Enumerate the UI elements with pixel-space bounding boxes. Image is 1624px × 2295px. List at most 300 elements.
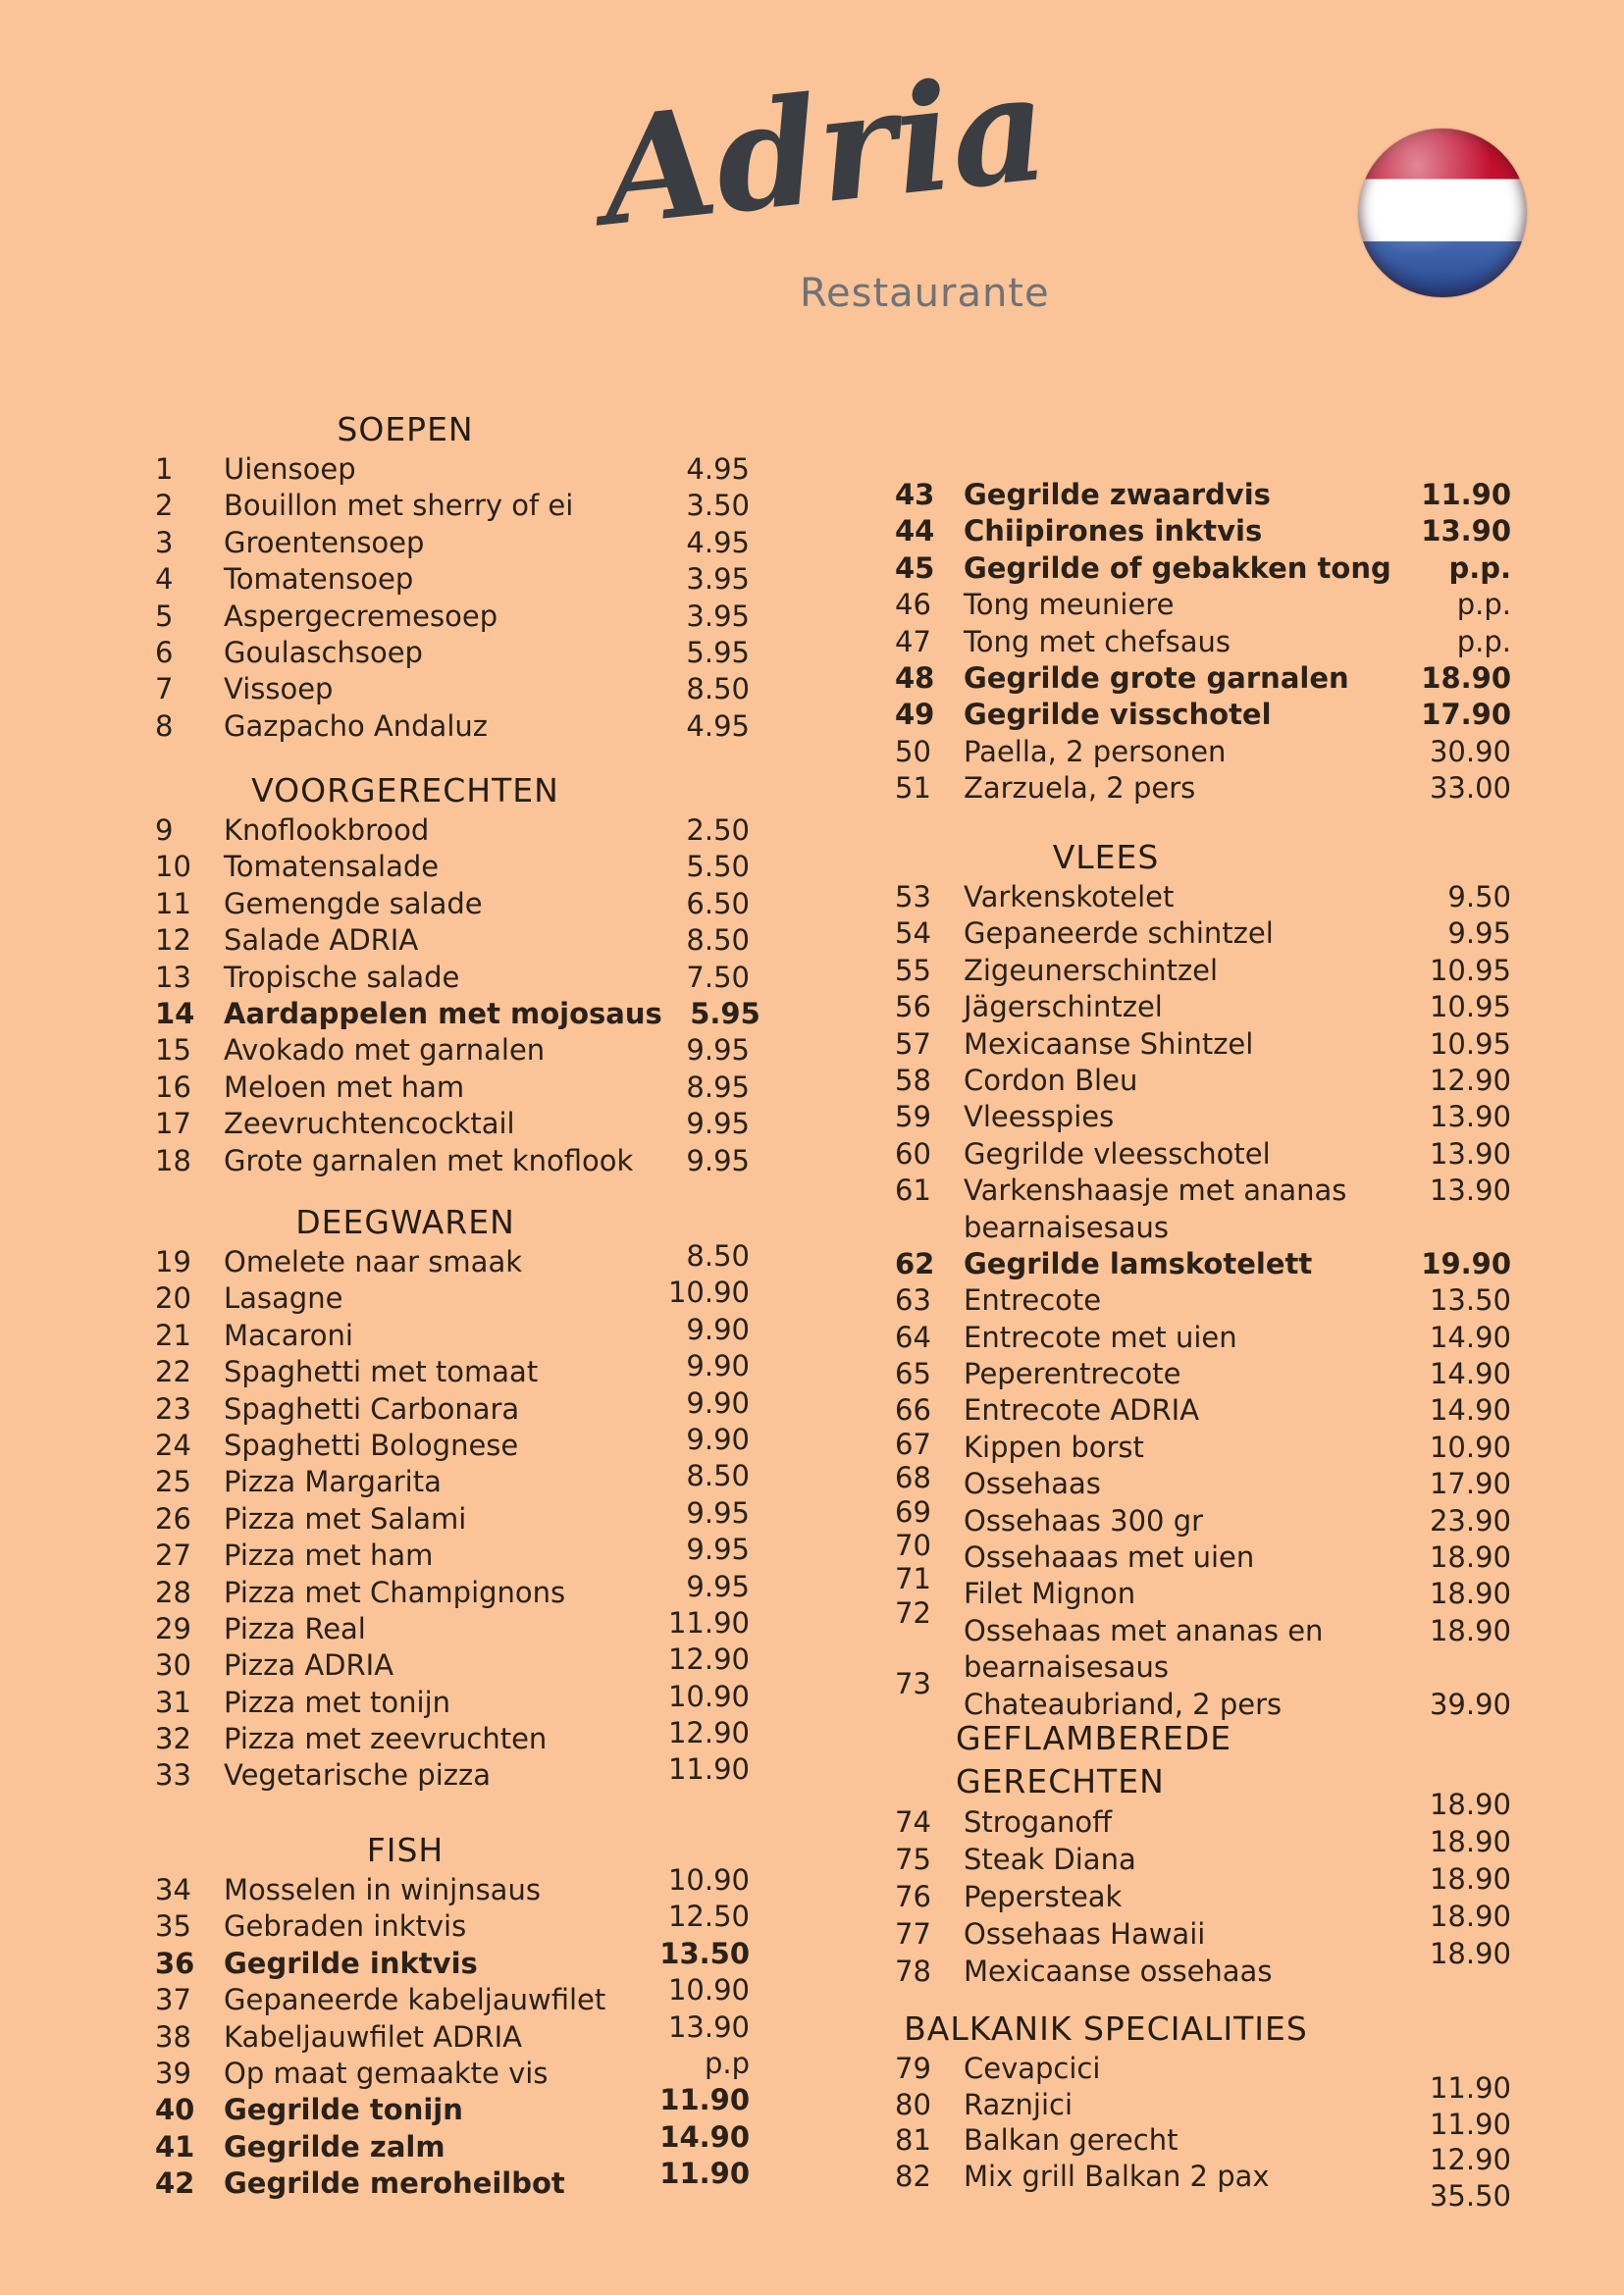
menu-item-row: [895, 1494, 1511, 1539]
menu-item-row: [155, 671, 750, 707]
item-name-line: Stroganoff: [964, 1805, 1113, 1839]
item-price: 18.90: [1429, 1577, 1511, 1611]
item-price: 18.90: [1421, 660, 1511, 695]
menu-item-row: [895, 1461, 1511, 1502]
item-price: 23.90: [1429, 1503, 1511, 1538]
item-name-line: Grote garnalen met knoflook: [224, 1143, 634, 1177]
item-number: 64: [895, 1320, 931, 1354]
menu-item-row: [155, 1069, 750, 1106]
menu-item-row: [895, 1529, 1511, 1576]
item-number: 50: [895, 734, 931, 768]
section-balkanik-specialities: [895, 2008, 1511, 2213]
item-name: [964, 1841, 1413, 1878]
item-price: 10.95: [1429, 990, 1511, 1024]
item-name: [964, 1026, 1413, 1063]
item-price: 13.50: [1429, 1283, 1511, 1318]
section-title: DEEGWAREN: [295, 1203, 515, 1241]
section-rows: [155, 451, 750, 745]
item-number: 25: [155, 1465, 191, 1499]
item-price: 10.90: [667, 1679, 750, 1713]
section-title: GEFLAMBEREDE: [956, 1719, 1232, 1757]
item-price: 5.50: [686, 850, 750, 884]
item-number: 66: [895, 1393, 931, 1428]
item-number: 80: [895, 2087, 931, 2121]
item-name: [964, 1539, 1413, 1576]
item-price: 8.50: [686, 1459, 750, 1493]
item-price: 8.95: [686, 1069, 750, 1104]
item-number: 62: [895, 1246, 935, 1280]
menu-item-row: [895, 1246, 1511, 1282]
item-price: 10.90: [1429, 1430, 1511, 1464]
menu-item-row: [895, 1320, 1511, 1356]
item-name-line: Salade ADRIA: [224, 923, 419, 958]
item-price: 12.90: [667, 1643, 750, 1677]
item-price: 18.90: [1429, 1862, 1511, 1896]
item-number: 31: [155, 1685, 191, 1719]
item-name: [224, 671, 652, 707]
item-name: [224, 561, 652, 598]
item-name-line: Zigeunerschintzel: [964, 953, 1219, 987]
section-title: SOEPEN: [337, 410, 474, 448]
item-name: [964, 1320, 1413, 1356]
menu-item-row: [155, 488, 750, 524]
item-number: 18: [155, 1143, 191, 1177]
item-price: 9.95: [686, 1143, 750, 1177]
item-number: 3: [155, 525, 174, 559]
menu-item-row: [155, 922, 750, 959]
item-name: [224, 1032, 652, 1069]
section-deegwaren: [155, 1201, 750, 1795]
item-name-line: Gebraden inktvis: [224, 1909, 467, 1944]
item-name-line: Entrecote ADRIA: [964, 1393, 1200, 1428]
item-name-line: Kabeljauwfilet ADRIA: [224, 2019, 522, 2054]
item-number: 4: [155, 562, 174, 597]
item-name: [964, 1173, 1413, 1246]
menu-item-row: [895, 1282, 1511, 1319]
item-name: [964, 915, 1413, 952]
item-name-line: Spaghetti met tomaat: [224, 1355, 539, 1389]
section-rows: [895, 2051, 1511, 2213]
item-name: [224, 886, 652, 922]
item-name: [224, 2056, 652, 2092]
section-geflambeerde-gerechten: [895, 1717, 1511, 1990]
item-number: 63: [895, 1283, 931, 1318]
item-price: 12.90: [667, 1716, 750, 1750]
item-name: [224, 1908, 652, 1945]
item-name-line: Gemengde salade: [224, 886, 483, 920]
item-name: [964, 1466, 1413, 1502]
item-number: 46: [895, 588, 931, 622]
menu-item-row: [895, 697, 1511, 733]
item-name: [224, 2129, 652, 2165]
item-name-line: Aspergecremesoep: [224, 599, 498, 633]
item-price: 19.90: [1421, 1246, 1511, 1280]
item-name-line: Jägerschintzel: [964, 990, 1163, 1024]
item-price: 12.90: [1429, 1063, 1511, 1097]
item-name: [964, 1356, 1413, 1392]
item-name: [964, 1915, 1413, 1953]
item-name-line: Avokado met garnalen: [224, 1033, 546, 1068]
item-name: [964, 1576, 1413, 1612]
item-price: 7.50: [686, 960, 750, 994]
item-name: [224, 996, 662, 1032]
menu-item-row: [895, 734, 1511, 770]
item-number: 49: [895, 698, 935, 732]
item-price: 13.50: [659, 1936, 750, 1970]
item-price: 8.50: [686, 672, 750, 706]
item-name-line: Groentensoep: [224, 525, 425, 559]
menu-item-row: [895, 989, 1511, 1025]
item-price: 4.95: [686, 452, 750, 486]
menu-item-row: [155, 1032, 750, 1069]
menu-item-row: [155, 1752, 750, 1794]
item-price: 9.50: [1447, 880, 1511, 913]
item-price: 9.90: [686, 1312, 750, 1346]
item-name-line: Ossehaas: [964, 1467, 1101, 1501]
menu-item-row: [155, 561, 750, 598]
item-price: 11.90: [659, 2157, 750, 2191]
item-name-line: Chateaubriand, 2 pers: [964, 1687, 1283, 1721]
item-name-line: Vleesspies: [964, 1100, 1115, 1134]
item-name-line2: bearnaisesaus: [964, 1210, 1169, 1244]
menu-item-row: [155, 960, 750, 996]
item-name-line: Pizza met Salami: [224, 1501, 467, 1536]
section-title: VLEES: [1052, 838, 1160, 876]
item-price: 14.90: [659, 2119, 750, 2154]
item-number: 14: [155, 996, 195, 1030]
item-name: [964, 1063, 1413, 1099]
item-name: [224, 1143, 652, 1179]
item-name: [964, 477, 1413, 513]
item-name-line: Mexicaanse ossehaas: [964, 1955, 1273, 1988]
item-name: [224, 451, 652, 488]
menu-item-row: [895, 513, 1511, 549]
item-number: 79: [895, 2052, 931, 2085]
item-price: 9.90: [686, 1422, 750, 1456]
item-number: 76: [895, 1880, 931, 1913]
item-price: 17.90: [1421, 698, 1511, 732]
item-number: 5: [155, 599, 174, 633]
item-number: 34: [155, 1873, 191, 1906]
section-voorgerechten: [155, 769, 760, 1179]
item-number: 65: [895, 1357, 931, 1391]
item-number: 59: [895, 1100, 931, 1134]
item-name-line: Pizza met tonijn: [224, 1685, 451, 1719]
item-price: 10.95: [1429, 953, 1511, 987]
item-name-line: Tong meuniere: [964, 588, 1175, 622]
item-name-line: Gegrilde vleesschotel: [964, 1136, 1271, 1171]
item-name-line: Tong met chefsaus: [964, 624, 1231, 658]
item-number: 55: [895, 953, 931, 987]
item-name: [224, 599, 652, 635]
item-name-line: Entrecote met uien: [964, 1320, 1237, 1354]
item-name: [224, 1575, 652, 1611]
item-name: [224, 1685, 652, 1721]
item-number: 57: [895, 1026, 931, 1061]
item-number: 2: [155, 489, 174, 523]
item-name: [224, 922, 652, 959]
item-name: [964, 989, 1413, 1025]
item-name: [964, 770, 1413, 807]
menu-item-row: [895, 1595, 1511, 1687]
item-number: 48: [895, 660, 935, 695]
item-name-line: Gazpacho Andaluz: [224, 708, 488, 743]
item-number: 6: [155, 635, 174, 669]
item-price: 9.95: [686, 1107, 750, 1141]
item-number: 12: [155, 923, 191, 958]
item-number: 60: [895, 1136, 931, 1171]
item-name: [224, 960, 652, 996]
item-price: 13.90: [1429, 1136, 1511, 1171]
item-name-line: Ossehaas Hawaii: [964, 1917, 1206, 1951]
item-name: [964, 1430, 1413, 1466]
item-name: [964, 1613, 1413, 1687]
item-name: [224, 1106, 652, 1142]
item-name: [224, 2165, 652, 2202]
item-name-line: Vegetarische pizza: [224, 1758, 491, 1793]
item-number: 58: [895, 1063, 931, 1097]
item-number: 82: [895, 2159, 931, 2193]
menu-item-row: [895, 879, 1511, 915]
item-name-line: Entrecote: [964, 1283, 1102, 1318]
item-name-line: Aardappelen met mojosaus: [224, 996, 662, 1030]
item-name: [224, 1872, 652, 1908]
item-name: [964, 1503, 1413, 1539]
item-name-line: Bouillon met sherry of ei: [224, 489, 574, 523]
item-name-line: Mexicaanse Shintzel: [964, 1026, 1254, 1061]
section-title: BALKANIK SPECIALITIES: [904, 2009, 1308, 2048]
item-number: 78: [895, 1955, 931, 1988]
item-price: 11.90: [667, 1605, 750, 1640]
item-name: [224, 1501, 652, 1538]
menu-item-row: [895, 1063, 1511, 1099]
item-number: 38: [155, 2019, 191, 2054]
item-name-line: Gegrilde of gebakken tong: [964, 550, 1391, 585]
item-price: 9.95: [686, 1533, 750, 1567]
menu-item-row: [895, 1173, 1511, 1246]
item-name: [224, 1354, 652, 1390]
item-name-line: Spaghetti Bolognese: [224, 1428, 519, 1462]
menu-item-row: [155, 708, 750, 745]
item-name: [964, 513, 1413, 549]
item-number: 10: [155, 850, 191, 884]
item-number: 15: [155, 1033, 191, 1068]
item-number: 72: [895, 1595, 931, 1630]
item-number: 29: [155, 1611, 191, 1645]
item-price: 9.95: [686, 1569, 750, 1603]
item-number: 77: [895, 1917, 931, 1951]
item-name-line: Mix grill Balkan 2 pax: [964, 2159, 1270, 2193]
item-number: 17: [155, 1107, 191, 1141]
item-price: 14.90: [1429, 1357, 1511, 1391]
item-name-line: Op maat gemaakte vis: [224, 2056, 549, 2090]
item-number: 61: [895, 1174, 931, 1208]
item-price: 39.90: [1429, 1687, 1511, 1721]
item-number: 42: [155, 2166, 195, 2201]
item-name: [964, 953, 1413, 989]
item-name-line: Tomatensalade: [224, 850, 440, 884]
item-name-line: Uiensoep: [224, 452, 356, 486]
section-rows: [895, 879, 1511, 1723]
item-price: 2.50: [686, 813, 750, 847]
item-name: [224, 1318, 652, 1354]
section-title-line2: GERECHTEN: [956, 1762, 1165, 1800]
item-price: 12.90: [1429, 2143, 1511, 2177]
item-price: 4.95: [686, 708, 750, 743]
item-name-line2: bearnaisesaus: [964, 1650, 1169, 1685]
item-name-line: Omelete naar smaak: [224, 1245, 523, 1278]
item-number: 24: [155, 1428, 191, 1462]
item-number: 74: [895, 1805, 931, 1839]
item-number: 19: [155, 1245, 191, 1278]
item-number: 68: [895, 1461, 931, 1495]
section-title: VOORGERECHTEN: [251, 771, 559, 809]
item-price: 33.00: [1429, 771, 1511, 806]
item-name: [224, 1391, 652, 1428]
menu-item-row: [155, 2157, 750, 2202]
item-name-line: Pizza met Champignons: [224, 1575, 566, 1609]
item-name: [964, 1392, 1413, 1429]
item-number: 40: [155, 2093, 195, 2127]
item-price: 10.90: [667, 1276, 750, 1310]
item-name: [964, 879, 1413, 915]
item-name: [224, 1069, 652, 1106]
item-number: 39: [155, 2056, 191, 2090]
item-number: 26: [155, 1501, 191, 1536]
item-name-line: Chiipirones inktvis: [964, 514, 1263, 548]
item-price: 9.90: [686, 1385, 750, 1420]
item-price: 13.90: [1429, 1100, 1511, 1134]
item-price: 18.90: [1429, 1825, 1511, 1858]
item-name: [964, 1953, 1413, 1990]
item-name: [224, 1982, 652, 2018]
item-name-line: Pizza Real: [224, 1611, 366, 1645]
item-price: 5.95: [690, 996, 760, 1030]
item-name: [964, 697, 1413, 733]
section-fish: [155, 1829, 750, 2203]
item-price: 11.90: [1421, 478, 1511, 511]
item-name: [964, 1878, 1413, 1915]
item-price: 35.50: [1429, 2178, 1511, 2213]
item-name: [964, 2159, 1413, 2195]
item-price: 5.95: [686, 635, 750, 669]
menu-item-row: [155, 599, 750, 635]
menu-item-row: [895, 1937, 1511, 1990]
item-number: 28: [155, 1575, 191, 1609]
item-name-line: Pizza met ham: [224, 1539, 434, 1573]
menu-item-row: [895, 660, 1511, 697]
item-price: p.p.: [1456, 624, 1511, 658]
menu-item-row: [895, 624, 1511, 660]
item-number: 51: [895, 771, 931, 806]
item-price: p.p: [704, 2046, 750, 2080]
item-name: [964, 2122, 1413, 2159]
item-name-line: Raznjici: [964, 2087, 1074, 2121]
menu-item-row: [895, 1392, 1511, 1429]
section-rows: [155, 1239, 750, 1795]
item-number: 35: [155, 1909, 191, 1944]
item-name: [224, 488, 652, 524]
item-number: 69: [895, 1494, 931, 1529]
item-price: 11.90: [1429, 2071, 1511, 2105]
item-name-line: Filet Mignon: [964, 1577, 1136, 1611]
item-price: 18.90: [1429, 1540, 1511, 1575]
item-name-line: Goulaschsoep: [224, 635, 423, 669]
item-name-line: Paella, 2 personen: [964, 734, 1227, 768]
item-name: [964, 587, 1413, 623]
item-price: 10.95: [1429, 1026, 1511, 1061]
item-name: [224, 1647, 652, 1684]
item-name-line: Gegrilde grote garnalen: [964, 660, 1349, 695]
item-name-line: Lasagne: [224, 1281, 343, 1316]
item-number: 37: [155, 1983, 191, 2017]
item-price: 12.50: [667, 1900, 750, 1934]
section-vlees: [895, 836, 1511, 1723]
item-price: 13.90: [1429, 1174, 1511, 1208]
item-name-line: Gegrilde inktvis: [224, 1946, 478, 1980]
item-name-line: Varkenskotelet: [964, 880, 1175, 913]
item-price: 9.95: [686, 1495, 750, 1530]
item-name: [964, 550, 1413, 587]
item-number: 13: [155, 960, 191, 994]
item-number: 11: [155, 886, 191, 920]
item-name-line: Ossehaas met ananas en: [964, 1613, 1324, 1647]
item-number: 81: [895, 2123, 931, 2158]
item-name-line: Meloen met ham: [224, 1069, 465, 1104]
item-price: 11.90: [1429, 2107, 1511, 2141]
menu-item-row: [155, 1106, 750, 1142]
item-name-line: Zarzuela, 2 pers: [964, 771, 1196, 806]
section-rows: [155, 1863, 750, 2203]
item-name-line: Ossehaas 300 gr: [964, 1503, 1204, 1538]
item-name: [224, 525, 652, 561]
menu-item-row: [895, 1427, 1511, 1466]
menu-item-row: [895, 587, 1511, 623]
item-name-line: Zeevruchtencocktail: [224, 1107, 515, 1141]
item-number: 67: [895, 1427, 931, 1461]
item-name-line: Spaghetti Carbonara: [224, 1391, 520, 1426]
item-name: [964, 660, 1413, 697]
item-price: 3.95: [686, 562, 750, 597]
item-name-line: Mosselen in winjnsaus: [224, 1873, 541, 1906]
menu-item-row: [155, 886, 750, 922]
item-name-line: Gepaneerde schintzel: [964, 916, 1274, 951]
item-name-line: Vissoep: [224, 672, 334, 706]
item-name: [224, 1611, 652, 1647]
item-name-line: Cevapcici: [964, 2052, 1101, 2085]
item-name: [224, 1464, 652, 1500]
item-price: 9.95: [686, 1033, 750, 1068]
item-name-line: Gegrilde lamskotelett: [964, 1246, 1313, 1280]
item-price: 17.90: [1429, 1467, 1511, 1501]
restaurant-logo: Adria: [593, 40, 1056, 260]
item-name: [224, 1280, 652, 1317]
item-name-line: Gepaneerde kabeljauwfilet: [224, 1983, 606, 2017]
item-number: 21: [155, 1318, 191, 1352]
netherlands-flag-icon: [1358, 129, 1527, 297]
item-number: 16: [155, 1069, 191, 1104]
item-price: p.p.: [1448, 550, 1511, 585]
item-number: 33: [155, 1758, 191, 1793]
item-number: 20: [155, 1281, 191, 1316]
item-name: [964, 2087, 1413, 2123]
item-name-line: Ossehaaas met uien: [964, 1540, 1255, 1575]
item-name: [224, 1538, 652, 1574]
menu-item-row: [895, 1026, 1511, 1063]
item-price: 11.90: [659, 2083, 750, 2117]
item-price: p.p.: [1456, 588, 1511, 622]
item-price: 8.50: [686, 1239, 750, 1273]
